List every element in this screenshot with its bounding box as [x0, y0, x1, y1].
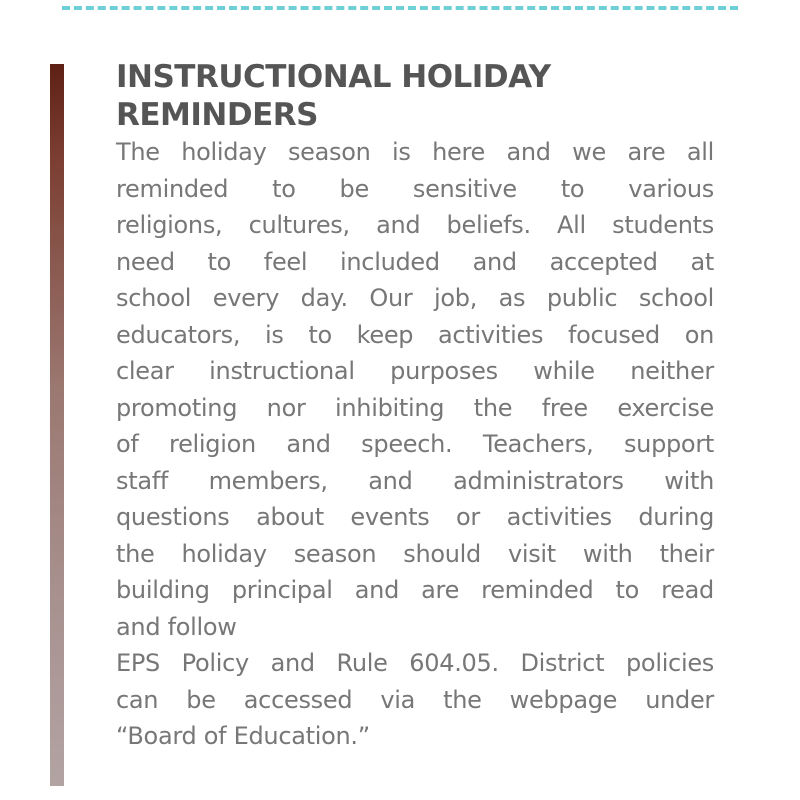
paragraph-line: need to feel included and accepted at: [116, 247, 714, 276]
paragraph-line: The holiday season is here and we are all: [116, 138, 714, 166]
paragraph-line: school every day. Our job, as public school: [116, 284, 714, 312]
paragraph-line: religions, cultures, and beliefs. All students: [116, 211, 714, 239]
heading-line: INSTRUCTIONAL HOLIDAY: [116, 59, 551, 95]
article: [116, 58, 714, 755]
paragraph-line: questions about events or activities during: [116, 503, 714, 531]
article-paragraph-2: [116, 645, 714, 755]
article-heading: [116, 58, 714, 134]
article-paragraph-1: [116, 134, 714, 645]
paragraph-line: clear instructional purposes while neither: [116, 357, 714, 385]
paragraph-line: “Board of Education.”: [116, 722, 370, 750]
paragraph-line: building principal and are reminded to read: [116, 576, 714, 604]
dashed-divider: [62, 6, 738, 10]
paragraph-line: and follow: [116, 612, 237, 641]
paragraph-line: educators, is to keep activities focused on: [116, 320, 714, 349]
accent-bar: [50, 64, 64, 786]
paragraph-line: staff members, and administrators with: [116, 466, 714, 495]
paragraph-line: promoting nor inhibiting the free exercise: [116, 393, 714, 422]
heading-line: REMINDERS: [116, 97, 318, 133]
paragraph-line: EPS Policy and Rule 604.05. District policies: [116, 649, 714, 677]
paragraph-line: can be accessed via the webpage under: [116, 685, 714, 714]
paragraph-line: of religion and speech. Teachers, support: [116, 430, 714, 458]
paragraph-line: reminded to be sensitive to various: [116, 174, 714, 203]
paragraph-line: the holiday season should visit with their: [116, 539, 714, 568]
